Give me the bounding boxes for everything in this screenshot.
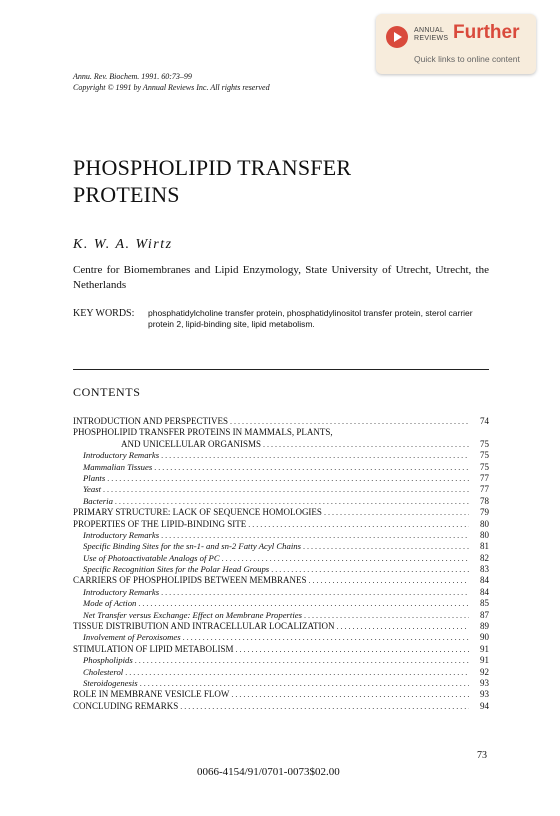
toc-leader-dots (230, 416, 469, 427)
badge-line-reviews: REVIEWS (414, 35, 449, 42)
toc-entry-page: 75 (480, 438, 489, 449)
toc-entry-page: 90 (480, 632, 489, 643)
toc-entry-label: Introductory Remarks (83, 529, 160, 540)
toc-entry-label: PRIMARY STRUCTURE: LACK OF SEQUENCE HOMOLOGIES (73, 507, 322, 518)
toc-entry-page: 87 (480, 609, 489, 620)
toc-leader-dots (309, 575, 469, 586)
toc-entry-page: 85 (480, 598, 489, 609)
toc-leader-dots (231, 689, 469, 700)
toc-entry[interactable] (73, 598, 489, 609)
toc-entry-label: Specific Recognition Sites for the Polar Head Groups (83, 564, 270, 575)
toc-leader-dots (161, 450, 469, 461)
toc-leader-dots (236, 644, 469, 655)
article-title (73, 154, 351, 208)
section-divider (73, 369, 489, 370)
toc-entry-label: Introductory Remarks (83, 450, 160, 461)
toc-entry-label: Yeast (83, 484, 102, 495)
toc-entry[interactable] (73, 621, 489, 632)
toc-entry-page: 94 (480, 700, 489, 711)
toc-entry[interactable] (73, 678, 489, 689)
toc-leader-dots (154, 462, 469, 473)
toc-entry-page: 84 (480, 575, 489, 586)
toc-leader-dots (161, 587, 469, 598)
toc-entry-label: PHOSPHOLIPID TRANSFER PROTEINS IN MAMMALS, PLANTS, (73, 427, 333, 438)
toc-entry-label: Mammalian Tissues (83, 461, 153, 472)
toc-entry-page: 77 (480, 484, 489, 495)
annual-reviews-label (414, 27, 448, 43)
toc-entry-label: CARRIERS OF PHOSPHOLIPIDS BETWEEN MEMBRANES (73, 575, 307, 586)
toc-entry-page: 74 (480, 416, 489, 426)
toc-entry-label: Plants (83, 472, 106, 483)
toc-entry[interactable] (73, 587, 489, 598)
toc-entry[interactable] (73, 655, 489, 666)
keywords-text: phosphatidylcholine transfer protein, phosphatidylinositol transfer protein, sterol carrier protein 2, lipid-binding site, lipid metabolism. (148, 308, 473, 329)
title-line-1: PHOSPHOLIPID TRANSFER (73, 155, 352, 180)
toc-entry-page: 80 (480, 518, 489, 529)
toc-entry-page: 91 (480, 655, 489, 666)
toc-entry-label: PROPERTIES OF THE LIPID-BINDING SITE (73, 518, 247, 529)
toc-entry-label: Phospholipids (83, 655, 133, 666)
toc-entry-label: Net Transfer versus Exchange: Effect on Membrane Properties (83, 609, 302, 620)
toc-entry[interactable] (73, 496, 489, 507)
toc-entry-label: CONCLUDING REMARKS (73, 700, 179, 711)
quick-links-tagline: Quick links to online content (414, 54, 520, 64)
toc-leader-dots (271, 564, 469, 575)
toc-entry-page: 78 (480, 495, 489, 506)
toc-entry-label: Involvement of Peroxisomes (83, 632, 181, 643)
play-logo-icon (386, 26, 408, 48)
keywords-label: KEY WORDS: (73, 308, 135, 319)
toc-entry[interactable] (73, 667, 489, 678)
toc-entry[interactable] (73, 632, 489, 643)
toc-entry[interactable] (73, 450, 489, 461)
issn-code: 0066-4154/91/0701-0073$02.00 (197, 766, 340, 778)
toc-entry-page: 93 (480, 677, 489, 688)
toc-entry-label: Steroidogenesis (83, 677, 138, 688)
toc-entry[interactable] (73, 553, 489, 564)
toc-leader-dots (336, 621, 469, 632)
toc-entry[interactable] (73, 541, 489, 552)
toc-entry-label: Introductory Remarks (83, 586, 160, 597)
toc-entry-label: INTRODUCTION AND PERSPECTIVES (73, 416, 229, 426)
toc-entry[interactable] (73, 644, 489, 655)
toc-entry-label: Bacteria (83, 495, 113, 506)
copyright-line: Copyright © 1991 by Annual Reviews Inc. All rights reserved (73, 83, 270, 92)
toc-entry-page: 92 (480, 666, 489, 677)
toc-entry-page: 79 (480, 507, 489, 518)
toc-entry[interactable] (73, 416, 489, 427)
toc-entry-page: 75 (480, 461, 489, 472)
toc-entry-page: 81 (480, 541, 489, 552)
toc-entry[interactable] (73, 462, 489, 473)
journal-citation-block (73, 71, 270, 93)
toc-leader-dots (107, 473, 469, 484)
contents-heading: CONTENTS (73, 385, 141, 399)
toc-leader-dots (138, 598, 469, 609)
toc-entry[interactable] (73, 530, 489, 541)
toc-leader-dots (115, 496, 469, 507)
toc-leader-dots (140, 678, 469, 689)
toc-entry-page: 89 (480, 621, 489, 632)
toc-entry-page: 80 (480, 529, 489, 540)
toc-leader-dots (222, 553, 469, 564)
toc-entry[interactable] (73, 473, 489, 484)
toc-entry[interactable] (73, 519, 489, 530)
toc-entry[interactable] (73, 507, 489, 518)
toc-leader-dots (135, 655, 469, 666)
toc-leader-dots (303, 541, 469, 552)
toc-entry-page: 93 (480, 689, 489, 700)
toc-leader-dots (304, 610, 469, 621)
toc-entry-label: Use of Photoactivatable Analogs of PC (83, 552, 220, 563)
toc-entry-page: 84 (480, 586, 489, 597)
toc-entry-page: 91 (480, 643, 489, 654)
toc-entry[interactable] (73, 701, 489, 712)
toc-entry-label: AND UNICELLULAR ORGANISMS (121, 438, 262, 449)
title-line-2: PROTEINS (73, 182, 180, 207)
journal-citation: Annu. Rev. Biochem. 1991. 60:73–99 (73, 72, 192, 81)
further-brand: Further (453, 22, 520, 43)
toc-entry-label: Cholesterol (83, 666, 124, 677)
toc-entry-page: 75 (480, 450, 489, 461)
toc-entry-page: 77 (480, 472, 489, 483)
toc-leader-dots (183, 632, 469, 643)
toc-leader-dots (125, 667, 469, 678)
toc-leader-dots (324, 507, 469, 518)
toc-entry-label: STIMULATION OF LIPID METABOLISM (73, 643, 234, 654)
author-name: K. W. A. Wirtz (73, 237, 173, 252)
toc-entry-page: 83 (480, 564, 489, 575)
toc-leader-dots (263, 439, 469, 450)
toc-entry-label: ROLE IN MEMBRANE VESICLE FLOW (73, 689, 230, 700)
toc-entry[interactable] (73, 610, 489, 621)
toc-entry[interactable] (73, 484, 489, 495)
toc-leader-dots (103, 484, 469, 495)
page-number: 73 (477, 750, 487, 761)
toc-entry[interactable] (73, 427, 489, 438)
badge-line-annual: ANNUAL (414, 27, 445, 34)
toc-entry[interactable] (73, 575, 489, 586)
toc-entry[interactable] (73, 564, 489, 575)
toc-leader-dots (248, 519, 469, 530)
toc-entry-label: Mode of Action (83, 598, 137, 609)
toc-entry-label: Specific Binding Sites for the sn-1- and sn-2 Fatty Acyl Chains (83, 541, 301, 552)
table-of-contents (73, 416, 489, 712)
toc-leader-dots (161, 530, 469, 541)
toc-entry-page: 82 (480, 552, 489, 563)
toc-leader-dots (180, 701, 469, 712)
toc-entry[interactable] (73, 689, 489, 700)
toc-entry[interactable] (73, 439, 489, 450)
annual-reviews-further-badge[interactable] (376, 14, 536, 74)
author-affiliation: Centre for Biomembranes and Lipid Enzymology, State University of Utrecht, Utrecht, the Netherlands (73, 264, 489, 291)
toc-entry-label: TISSUE DISTRIBUTION AND INTRACELLULAR LOCALIZATION (73, 621, 335, 632)
